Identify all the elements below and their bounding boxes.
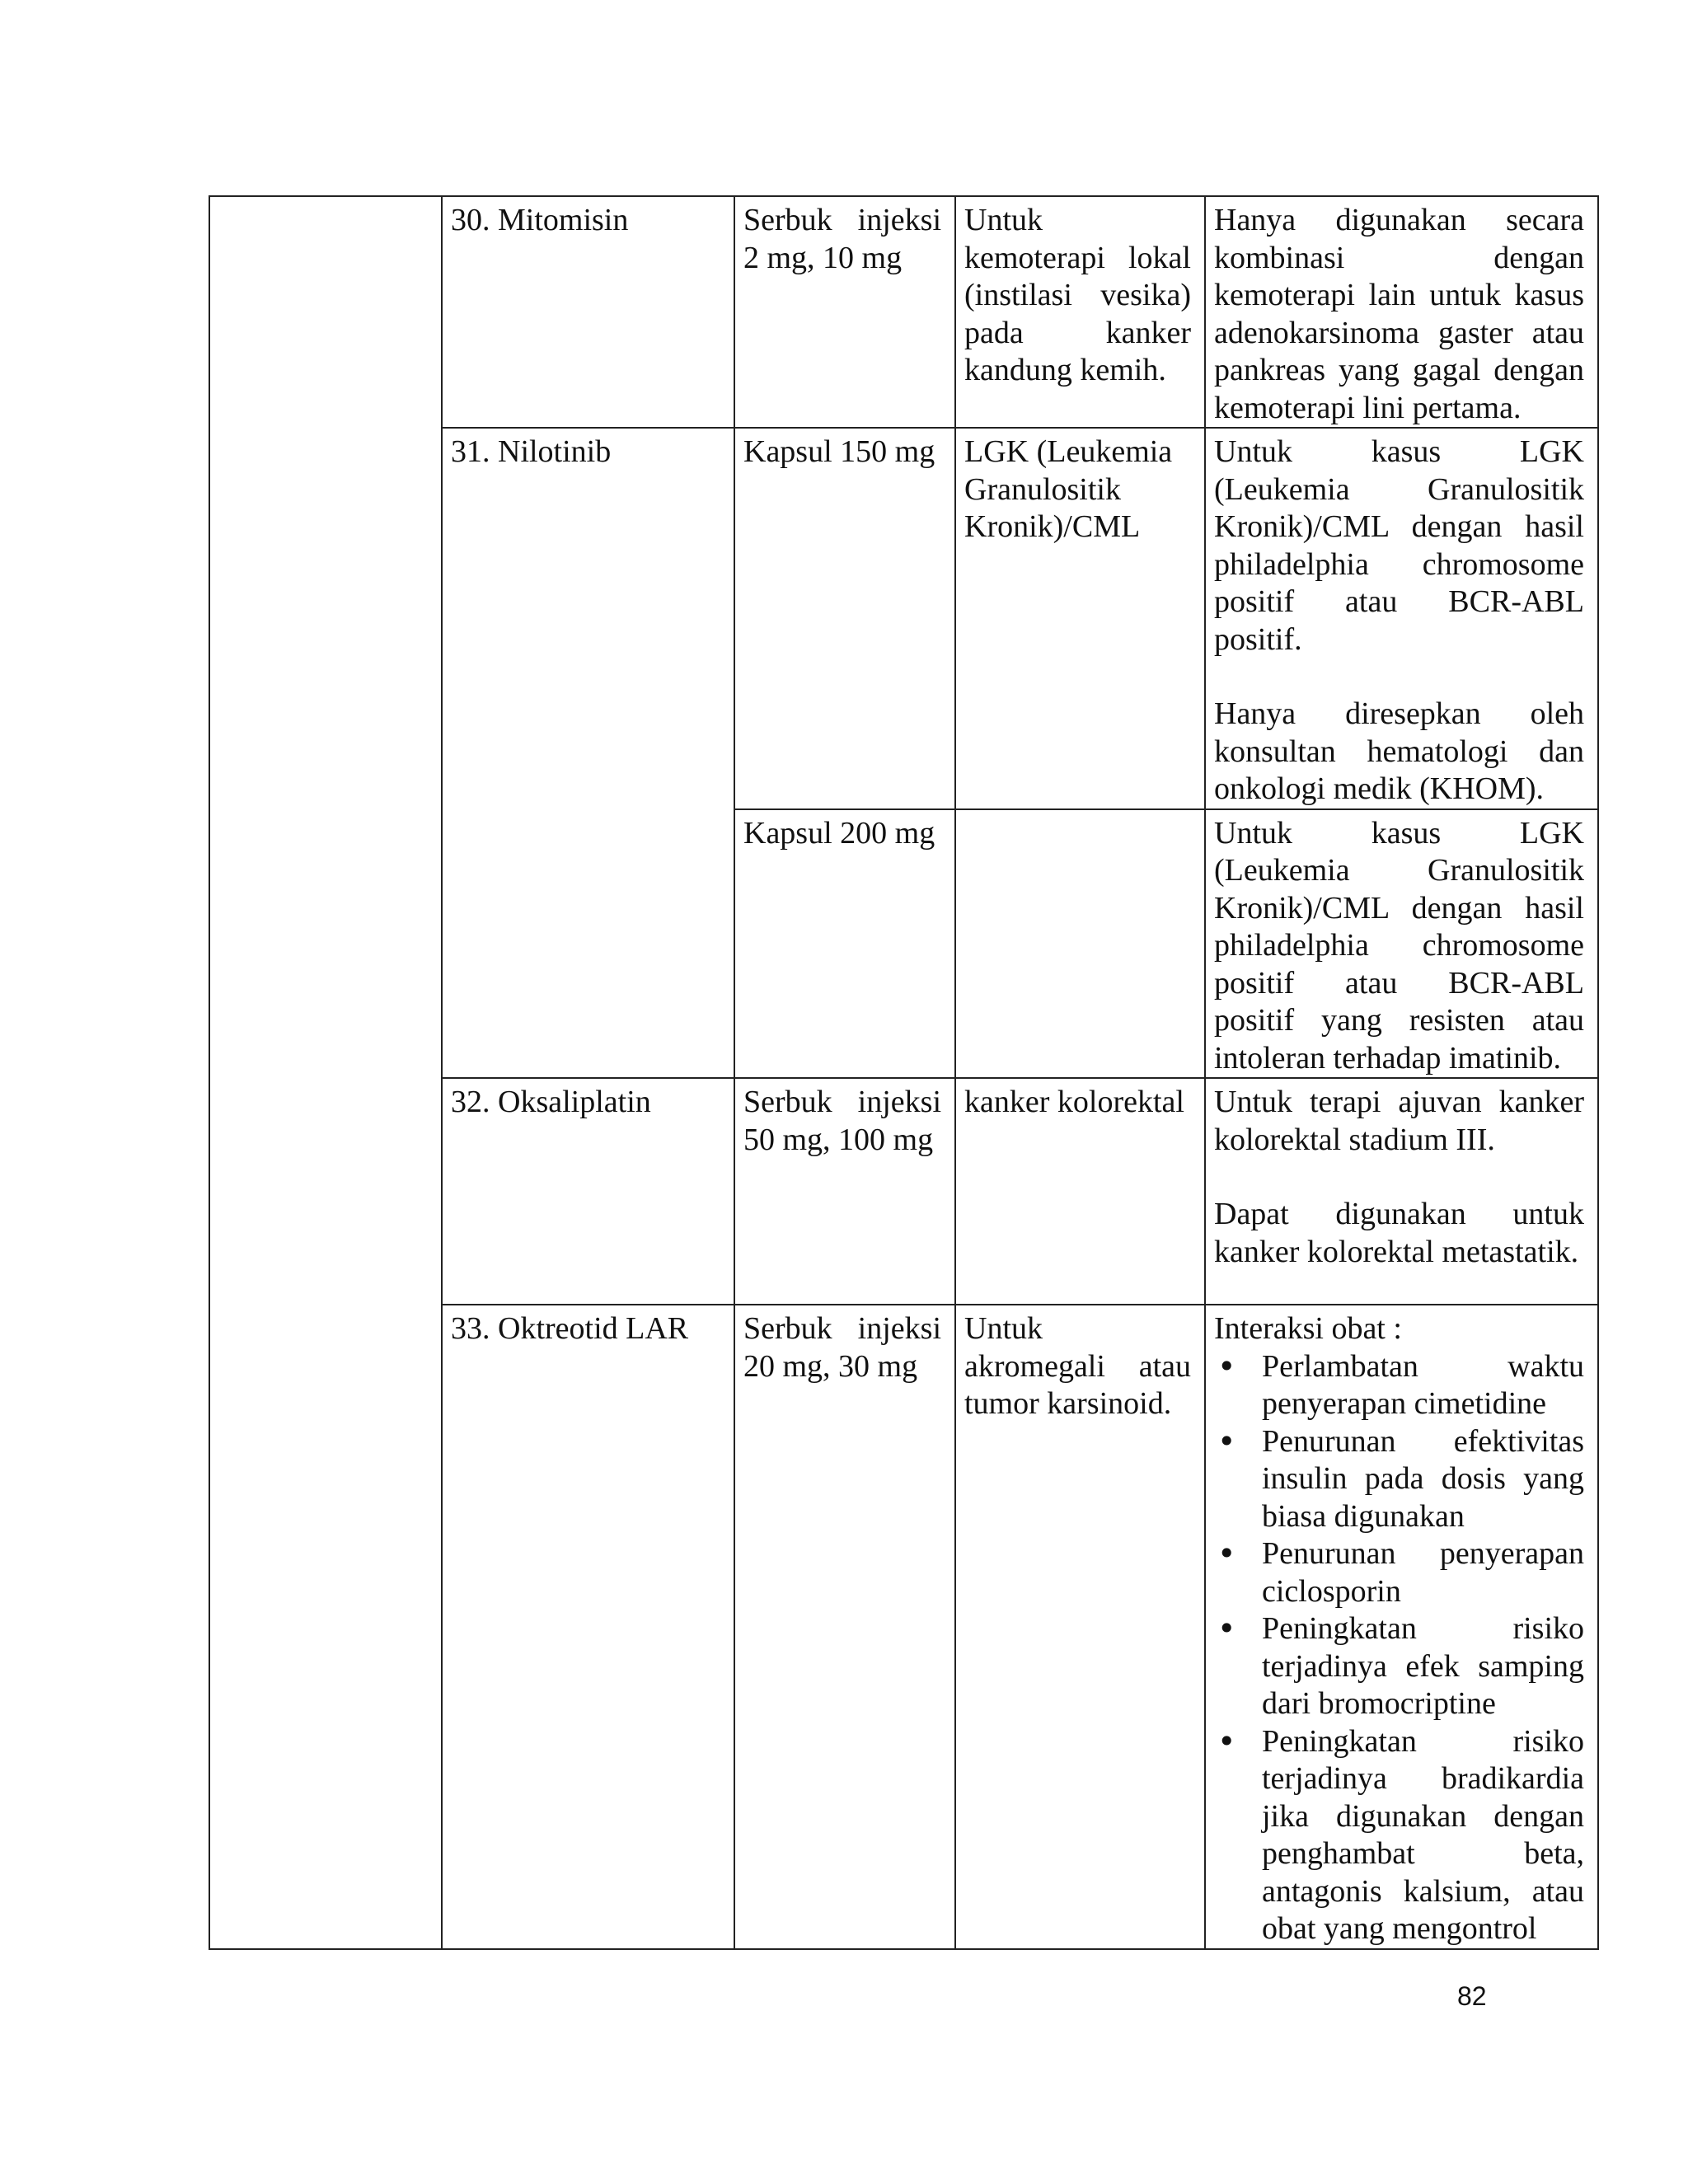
paragraph-gap	[1214, 1159, 1584, 1196]
indication-cell: Untuk kemoterapi lokal (instilasi vesika) pada kanker kandung kemih.	[955, 196, 1205, 428]
remarks-cell	[1205, 428, 1598, 809]
list-item: • Peningkatan risiko terjadinya efek samping dari bromocriptine	[1214, 1610, 1584, 1723]
list-item: • Penurunan penyerapan ciclosporin	[1214, 1535, 1584, 1610]
list-item: • Penurunan efektivitas insulin pada dosis yang biasa digunakan	[1214, 1423, 1584, 1536]
remarks-cell	[1205, 1078, 1598, 1305]
remarks-intro: Interaksi obat :	[1214, 1311, 1402, 1346]
interaction-list	[1214, 1348, 1584, 1948]
remarks-cell: Untuk kasus LGK (Leukemia Granulositik Kronik)/CML dengan hasil philadelphia chromosome positif atau BCR-ABL positif yang resisten atau intoleran terhadap imatinib.	[1205, 809, 1598, 1079]
dosage-form-cell: Kapsul 150 mg	[734, 428, 955, 809]
drug-name-cell: 31. Nilotinib	[442, 428, 734, 1078]
list-item: • Peningkatan risiko terjadinya bradikardia jika digunakan dengan penghambat beta, antagonis kalsium, atau obat yang mengontrol	[1214, 1723, 1584, 1948]
remarks-paragraph: Hanya diresepkan oleh konsultan hematologi dan onkologi medik (KHOM).	[1214, 696, 1584, 806]
drug-table	[209, 195, 1599, 1950]
dosage-form-cell: Kapsul 200 mg	[734, 809, 955, 1079]
paragraph-gap	[1214, 658, 1584, 696]
list-item: • Perlambatan waktu penyerapan cimetidine	[1214, 1348, 1584, 1423]
dosage-form-cell: Serbuk injeksi 20 mg, 30 mg	[734, 1305, 955, 1949]
remarks-paragraph: Dapat digunakan untuk kanker kolorektal metastatik.	[1214, 1197, 1584, 1269]
remarks-cell: Hanya digunakan secara kombinasi dengan kemoterapi lain untuk kasus adenokarsinoma gaster atau pankreas yang gagal dengan kemoterapi lini pertama.	[1205, 196, 1598, 428]
table-row	[209, 196, 1598, 428]
drug-name-cell: 32. Oksaliplatin	[442, 1078, 734, 1305]
indication-cell: LGK (Leukemia Granulositik Kronik)/CML	[955, 428, 1205, 809]
remarks-cell	[1205, 1305, 1598, 1949]
dosage-form-cell: Serbuk injeksi 2 mg, 10 mg	[734, 196, 955, 428]
dosage-form-cell: Serbuk injeksi 50 mg, 100 mg	[734, 1078, 955, 1305]
drug-name-cell: 30. Mitomisin	[442, 196, 734, 428]
indication-cell: kanker kolorektal	[955, 1078, 1205, 1305]
page-number: 82	[1457, 1981, 1487, 2011]
indication-cell: Untuk akromegali atau tumor karsinoid.	[955, 1305, 1205, 1949]
remarks-paragraph: Untuk terapi ajuvan kanker kolorektal stadium III.	[1214, 1085, 1584, 1157]
remarks-paragraph: Untuk kasus LGK (Leukemia Granulositik Kronik)/CML dengan hasil philadelphia chromosome positif atau BCR-ABL positif.	[1214, 434, 1584, 657]
indication-cell	[955, 809, 1205, 1079]
empty-first-column-cell	[209, 196, 442, 1949]
drug-name-cell: 33. Oktreotid LAR	[442, 1305, 734, 1949]
